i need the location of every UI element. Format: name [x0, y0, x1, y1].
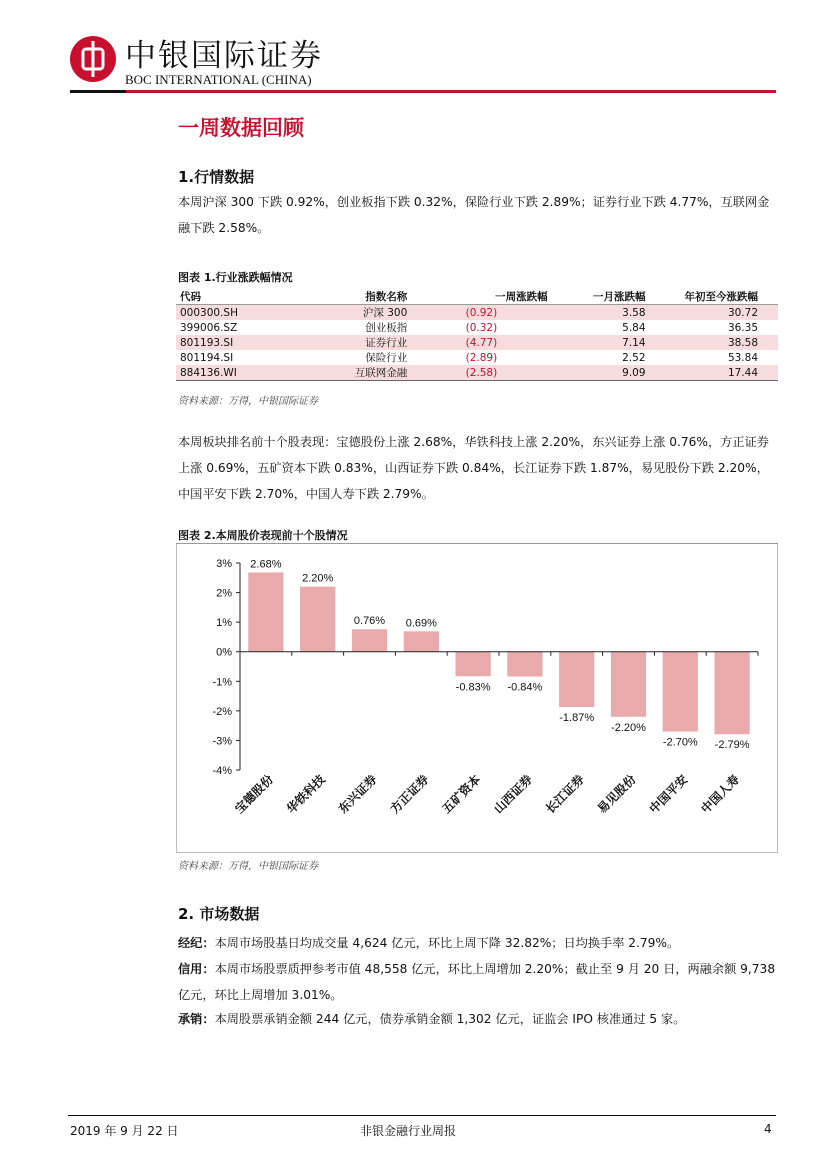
data-label: -1.87% [559, 712, 595, 725]
category-label: 中国人寿 [698, 772, 743, 817]
data-label: 2.20% [302, 572, 334, 585]
table-row [176, 320, 778, 335]
brand-name-cn: 中银国际证券 [125, 38, 323, 74]
underwriting-paragraph [178, 1006, 778, 1032]
cell-index-name: 保险行业 [300, 350, 412, 365]
chart-bar [714, 652, 749, 735]
stock-performance-bar-chart [176, 544, 778, 853]
footer-rule [68, 1115, 776, 1116]
footer-date: 2019 年 9 月 22 日 [70, 1124, 179, 1138]
chart2-source: 资料来源：万得，中银国际证券 [178, 861, 318, 872]
cell-month-change: 5.84 [552, 320, 664, 335]
chart-bar [663, 652, 698, 732]
col-header-month-change: 一月涨跌幅 [552, 288, 664, 305]
cell-ytd-change: 17.44 [664, 365, 778, 381]
chart-bar [404, 631, 439, 651]
chart-bar [300, 587, 335, 652]
data-label: -0.83% [455, 681, 491, 694]
company-logo [70, 36, 116, 82]
category-label: 易见股份 [594, 772, 639, 817]
col-header-ytd-change: 年初至今涨跌幅 [664, 288, 778, 305]
col-header-index-name: 指数名称 [300, 288, 412, 305]
category-label: 华铁科技 [283, 772, 328, 817]
table-row [176, 350, 778, 365]
chart-bar [559, 652, 594, 707]
credit-paragraph [178, 956, 778, 1008]
y-tick-label: 3% [216, 558, 232, 570]
table-row [176, 305, 778, 321]
cell-ytd-change: 53.84 [664, 350, 778, 365]
cell-index-name: 互联网金融 [300, 365, 412, 381]
table-header-row [176, 288, 778, 305]
chart-bar [248, 572, 283, 651]
cell-month-change: 9.09 [552, 365, 664, 381]
chart-bar [352, 629, 387, 651]
underwriting-label: 承销： [178, 1012, 215, 1026]
category-label: 五矿资本 [439, 772, 484, 817]
header-rule-red [126, 90, 776, 93]
cell-month-change: 3.58 [552, 305, 664, 321]
underwriting-text: 本周股票承销金额 244 亿元，债券承销金额 1,302 亿元，证监会 IPO 核准通过 5 家。 [214, 1012, 686, 1026]
cell-code: 000300.SH [176, 305, 300, 321]
table-row [176, 335, 778, 350]
table1-caption: 图表 1.行业涨跌幅情况 [178, 271, 293, 284]
cell-code: 801193.SI [176, 335, 300, 350]
category-label: 中国平安 [646, 772, 691, 817]
cell-ytd-change: 30.72 [664, 305, 778, 321]
cell-ytd-change: 38.58 [664, 335, 778, 350]
col-header-week-change: 一周涨跌幅 [411, 288, 551, 305]
market-data-heading: 1.行情数据 [178, 168, 255, 186]
cell-index-name: 证券行业 [300, 335, 412, 350]
y-tick-label: -2% [212, 705, 232, 718]
cell-index-name: 沪深 300 [300, 305, 412, 321]
data-label: -0.84% [507, 681, 543, 694]
cell-index-name: 创业板指 [300, 320, 412, 335]
data-label: -2.70% [662, 736, 698, 749]
market-data-paragraph: 本周沪深 300 下跌 0.92%，创业板指下跌 0.32%，保险行业下跌 2.89%；证券行业下跌 4.77%，互联网金融下跌 2.58%。 [178, 195, 770, 235]
y-tick-label: 0% [216, 646, 232, 659]
cell-week-change: (0.92) [411, 305, 551, 321]
chart-bar [611, 652, 646, 717]
credit-label: 信用： [178, 962, 215, 976]
brokerage-text: 本周市场股基日均成交量 4,624 亿元，环比上周下降 32.82%；日均换手率 2.79%。 [214, 936, 680, 950]
brokerage-label: 经纪： [178, 936, 215, 950]
cell-week-change: (4.77) [411, 335, 551, 350]
cell-code: 399006.SZ [176, 320, 300, 335]
logo-mark-icon [70, 36, 116, 82]
brokerage-paragraph [178, 930, 778, 956]
data-label: -2.20% [611, 721, 646, 734]
cell-week-change: (0.32) [411, 320, 551, 335]
data-label: 0.76% [353, 615, 386, 628]
page-number: 4 [764, 1122, 772, 1136]
table-row [176, 365, 778, 381]
cell-week-change: (2.89) [411, 350, 551, 365]
data-label: 2.68% [250, 558, 282, 571]
cell-code: 801194.SI [176, 350, 300, 365]
category-label: 长江证券 [542, 772, 587, 817]
section-title: 一周数据回顾 [178, 116, 304, 140]
category-label: 东兴证券 [335, 772, 380, 817]
data-label: -2.79% [714, 739, 750, 752]
y-tick-label: 1% [216, 617, 232, 630]
market-stats-heading: 2. 市场数据 [178, 905, 260, 923]
category-label: 山西证券 [491, 772, 536, 817]
y-tick-label: -3% [212, 735, 232, 748]
y-tick-label: -4% [212, 765, 232, 777]
chart-bar [455, 652, 490, 677]
footer-title: 非银金融行业周报 [360, 1124, 457, 1138]
y-tick-label: 2% [216, 587, 232, 600]
cell-code: 884136.WI [176, 365, 300, 381]
category-label: 宝德股份 [232, 772, 277, 817]
cell-month-change: 2.52 [552, 350, 664, 365]
cell-month-change: 7.14 [552, 335, 664, 350]
chart-bar [507, 652, 542, 677]
category-label: 方正证券 [387, 772, 432, 817]
y-tick-label: -1% [212, 676, 232, 689]
header-rule-black [70, 90, 126, 93]
cell-ytd-change: 36.35 [664, 320, 778, 335]
cell-week-change: (2.58) [411, 365, 551, 381]
table1-source: 资料来源：万得，中银国际证券 [178, 396, 318, 407]
col-header-code: 代码 [176, 288, 300, 305]
brand-name-en: BOC INTERNATIONAL (CHINA) [125, 72, 312, 87]
industry-performance-table [176, 288, 778, 381]
top-stocks-paragraph: 本周板块排名前十个股表现：宝德股份上涨 2.68%，华铁科技上涨 2.20%，东兴证券上涨 0.76%，方正证券上涨 0.69%，五矿资本下跌 0.83%，山西证券下跌 0.84%，长江证券下跌 1.87%，易见股份下跌 2.20%，中国平安下跌 2.70%，中国人寿下跌 2.79%。 [178, 435, 769, 501]
chart2-caption: 图表 2.本周股价表现前十个股情况 [178, 529, 348, 542]
data-label: 0.69% [405, 617, 437, 630]
credit-text: 本周市场股票质押参考市值 48,558 亿元，环比上周增加 2.20%；截止至 9 月 20 日，两融余额 9,738 亿元，环比上周增加 3.01%。 [178, 962, 776, 1002]
